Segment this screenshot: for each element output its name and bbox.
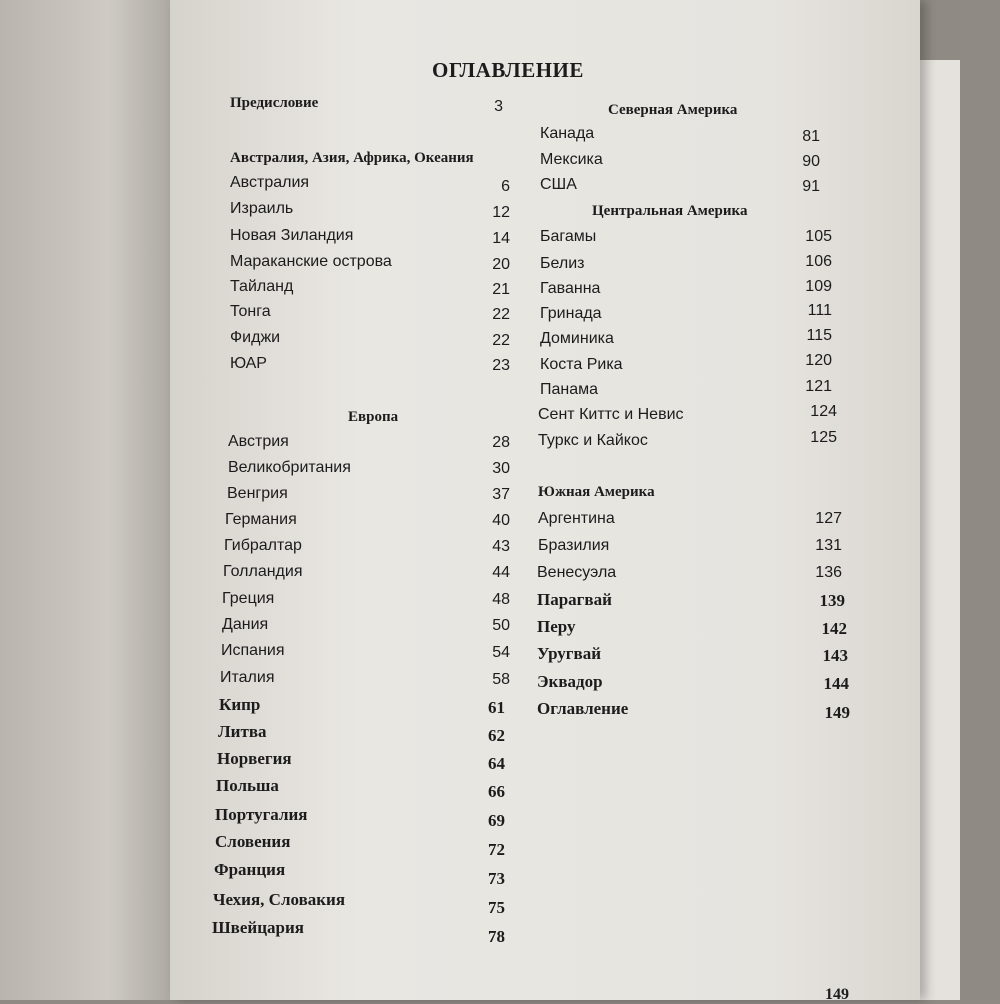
toc-entry-page: 78	[488, 927, 505, 946]
toc-entry-label: Новая Зиландия	[230, 227, 354, 244]
toc-entry-label: Тайланд	[230, 278, 294, 295]
toc-entry-page: 43	[492, 538, 510, 555]
toc-entry-label: Сент Киттс и Невис	[538, 406, 684, 423]
toc-entry-page: 54	[492, 644, 510, 661]
toc-entry-label: Португалия	[215, 805, 308, 824]
toc-entry-page: 105	[805, 228, 832, 245]
toc-entry-label: Туркс и Кайкос	[538, 432, 648, 449]
toc-entry-page: 48	[492, 591, 510, 608]
toc-entry-page: 50	[492, 617, 510, 634]
toc-entry-label: Уругвай	[537, 644, 602, 663]
toc-entry-label: Великобритания	[228, 459, 351, 476]
toc-entry-label: Канада	[540, 125, 595, 142]
toc-entry-label: Кипр	[219, 695, 261, 714]
toc-entry-page: 131	[815, 537, 842, 554]
section-heading: Австралия, Азия, Африка, Океания	[230, 150, 474, 166]
toc-entry-page: 75	[488, 898, 505, 917]
toc-entry-page: 143	[822, 646, 848, 665]
toc-entry-page: 120	[805, 352, 832, 369]
toc-entry-page: 37	[492, 486, 510, 503]
toc-entry-page: 81	[802, 128, 820, 145]
section-heading: Северная Америка	[608, 102, 738, 118]
toc-entry-page: 121	[805, 378, 832, 395]
toc-entry-page: 6	[501, 178, 510, 195]
toc-entry-page: 20	[492, 256, 510, 273]
toc-entry-label: Италия	[220, 669, 275, 686]
toc-entry-page: 142	[821, 619, 847, 638]
toc-entry-label: Греция	[222, 590, 275, 607]
toc-entry-label: Перу	[537, 617, 576, 636]
toc-entry-page: 139	[819, 591, 845, 610]
toc-entry-label: Швейцария	[212, 918, 304, 937]
preface-label: Предисловие	[230, 95, 319, 111]
toc-entry-page: 12	[492, 204, 510, 221]
toc-entry-label: ЮАР	[230, 355, 267, 372]
toc-entry-label: Литва	[218, 722, 267, 741]
toc-entry-page: 106	[805, 253, 832, 270]
toc-entry-page: 149	[824, 703, 850, 722]
toc-entry-page: 91	[802, 178, 820, 195]
toc-entry-page: 136	[815, 564, 842, 581]
toc-entry-page: 115	[806, 327, 832, 344]
section-heading: Южная Америка	[538, 484, 655, 500]
toc-entry-page: 62	[488, 726, 505, 745]
toc-entry-page: 73	[488, 869, 505, 888]
toc-entry-label: Испания	[221, 642, 285, 659]
toc-entry-label: Германия	[225, 511, 297, 528]
toc-entry-page: 61	[488, 698, 505, 717]
toc-entry-page: 124	[810, 403, 837, 420]
toc-entry-page: 28	[492, 434, 510, 451]
toc-entry-page: 66	[488, 782, 505, 801]
toc-entry-page: 111	[807, 302, 832, 319]
toc-entry-label: Австралия	[230, 174, 310, 191]
toc-entry-page: 90	[802, 153, 820, 170]
toc-entry-label: Доминика	[540, 330, 614, 347]
toc-entry-page: 72	[488, 840, 505, 859]
toc-entry-label: Гибралтар	[224, 537, 302, 554]
toc-entry-page: 58	[492, 671, 510, 688]
toc-entry-label: Венгрия	[227, 485, 288, 502]
toc-entry-label: Франция	[214, 860, 286, 879]
toc-entry-label: Польша	[216, 776, 279, 795]
toc-entry-page: 30	[492, 460, 510, 477]
toc-entry-page: 40	[492, 512, 510, 529]
page-title: ОГЛАВЛЕНИЕ	[432, 58, 584, 82]
toc-entry-label: Дания	[222, 616, 269, 633]
toc-entry-page: 22	[492, 306, 510, 323]
toc-entry-label: Норвегия	[217, 749, 292, 768]
page-number: 149	[825, 986, 849, 1003]
toc-entry-page: 14	[492, 230, 510, 247]
toc-entry-label: Мексика	[540, 151, 603, 168]
toc-entry-label: Австрия	[228, 433, 289, 450]
facing-page	[0, 0, 180, 1000]
toc-entry-label: Белиз	[540, 255, 585, 272]
toc-entry-page: 22	[492, 332, 510, 349]
toc-entry-label: Багамы	[540, 228, 597, 245]
toc-entry-label: Парагвай	[537, 590, 612, 609]
toc-entry-label: Словения	[215, 832, 291, 851]
toc-entry-label: Голландия	[223, 563, 303, 580]
toc-entry-label: Оглавление	[537, 699, 629, 718]
toc-entry-label: Гаванна	[540, 280, 601, 297]
toc-entry-label: Гринада	[540, 305, 602, 322]
toc-entry-label: Чехия, Словакия	[213, 890, 346, 909]
toc-entry-page: 64	[488, 754, 505, 773]
section-heading: Европа	[348, 409, 399, 425]
toc-entry-label: США	[540, 176, 577, 193]
toc-entry-page: 69	[488, 811, 505, 830]
toc-entry-label: Мараканские острова	[230, 253, 392, 270]
toc-entry-label: Израиль	[230, 200, 294, 217]
toc-entry-page: 144	[823, 674, 849, 693]
toc-entry-label: Тонга	[230, 303, 271, 320]
toc-entry-label: Фиджи	[230, 329, 281, 346]
toc-entry-page: 125	[810, 429, 837, 446]
toc-entry-label: Аргентина	[538, 510, 615, 527]
toc-entry-page: 109	[805, 278, 832, 295]
preface-page: 3	[494, 98, 503, 115]
toc-entry-label: Эквадор	[537, 672, 603, 691]
toc-entry-label: Венесуэла	[537, 564, 617, 581]
toc-entry-label: Панама	[540, 381, 599, 398]
toc-entry-page: 23	[492, 357, 510, 374]
toc-entry-page: 21	[492, 281, 510, 298]
toc-entry-page: 127	[815, 510, 842, 527]
toc-entry-page: 44	[492, 564, 510, 581]
section-heading: Центральная Америка	[592, 203, 748, 219]
toc-entry-label: Бразилия	[538, 537, 610, 554]
toc-entry-label: Коста Рика	[540, 356, 623, 373]
